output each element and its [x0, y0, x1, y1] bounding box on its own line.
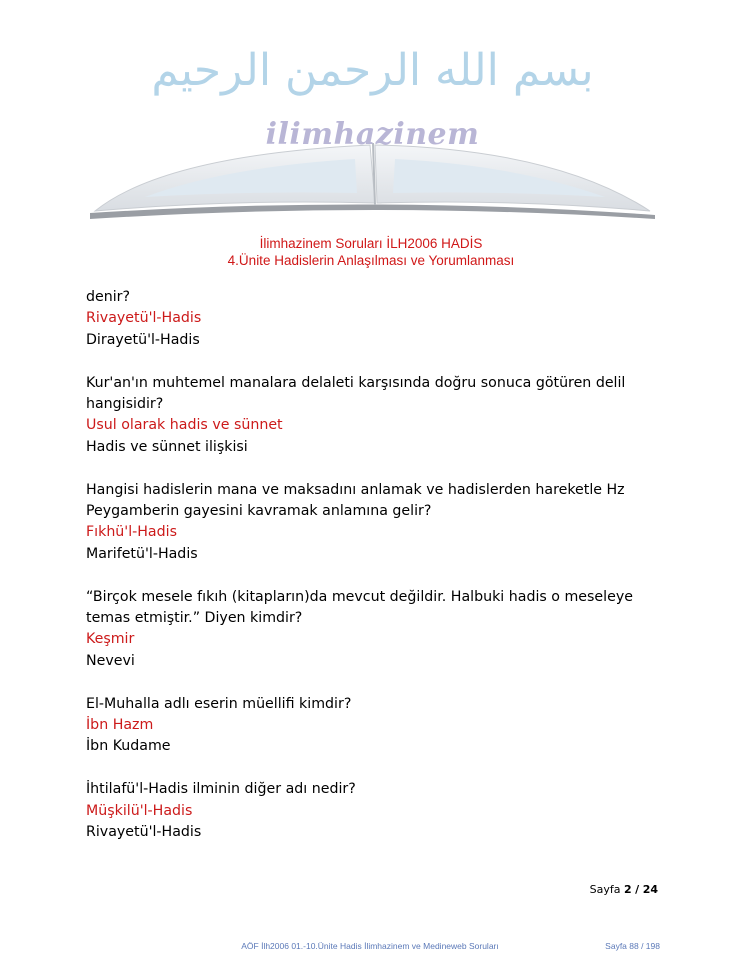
answer-option: İbn Kudame: [86, 738, 171, 755]
question-block: [86, 587, 656, 673]
question-text: Hangisi hadislerin mana ve maksadını anlamak ve hadislerden hareketle Hz: [86, 481, 625, 498]
question-block: [86, 694, 656, 758]
page-number-separator: /: [635, 883, 640, 896]
footer-source: AÖF İlh2006 01.-10.Ünite Hadis İlimhazinem ve Medineweb Soruları: [241, 941, 499, 951]
question-block: [86, 373, 656, 459]
footer-page-count: Sayfa 88 / 198: [605, 941, 660, 951]
question-text: hangisidir?: [86, 396, 164, 413]
correct-answer: Müşkilü'l-Hadis: [86, 802, 193, 819]
title-line-2: 4.Ünite Hadislerin Anlaşılması ve Yorumlanması: [227, 253, 515, 268]
question-text: Kur'an'ın muhtemel manalara delaleti karşısında doğru sonuca götüren delil: [86, 374, 626, 391]
question-text: İhtilafü'l-Hadis ilminin diğer adı nedir?: [86, 781, 356, 798]
header-banner: [85, 45, 660, 220]
correct-answer: Keşmir: [86, 631, 135, 648]
bismillah-calligraphy: بسم الله الرحمن الرحيم: [151, 45, 594, 96]
answer-option: Marifetü'l-Hadis: [86, 545, 198, 562]
page-number: [520, 883, 658, 896]
question-text: El-Muhalla adlı eserin müellifi kimdir?: [86, 695, 352, 712]
title-line-1: İlimhazinem Soruları İLH2006 HADİS: [259, 236, 483, 251]
question-text: denir?: [86, 289, 131, 305]
page-number-total: 24: [642, 883, 658, 896]
question-text: “Birçok mesele fıkıh (kitapların)da mevcut değildir. Halbuki hadis o meseleye: [86, 588, 633, 605]
answer-option: Dirayetü'l-Hadis: [86, 331, 200, 348]
correct-answer: Fıkhü'l-Hadis: [86, 524, 177, 541]
site-watermark: ilimhazinem: [265, 117, 480, 152]
correct-answer: Usul olarak hadis ve sünnet: [86, 417, 283, 434]
question-block: [86, 779, 656, 843]
question-block: [86, 287, 656, 351]
correct-answer: İbn Hazm: [86, 717, 154, 734]
answer-option: Nevevi: [86, 652, 135, 669]
question-text: temas etmiştir.” Diyen kimdir?: [86, 610, 303, 627]
answer-option: Rivayetü'l-Hadis: [86, 824, 202, 841]
correct-answer: Rivayetü'l-Hadis: [86, 310, 202, 327]
question-text: Peygamberin gayesini kavramak anlamına gelir?: [86, 503, 432, 520]
page-number-current: 2: [624, 883, 632, 896]
answer-option: Hadis ve sünnet ilişkisi: [86, 438, 248, 455]
page-number-label: Sayfa: [589, 883, 621, 896]
page-title: [0, 235, 742, 269]
question-block: [86, 480, 656, 566]
question-list: [86, 287, 656, 843]
